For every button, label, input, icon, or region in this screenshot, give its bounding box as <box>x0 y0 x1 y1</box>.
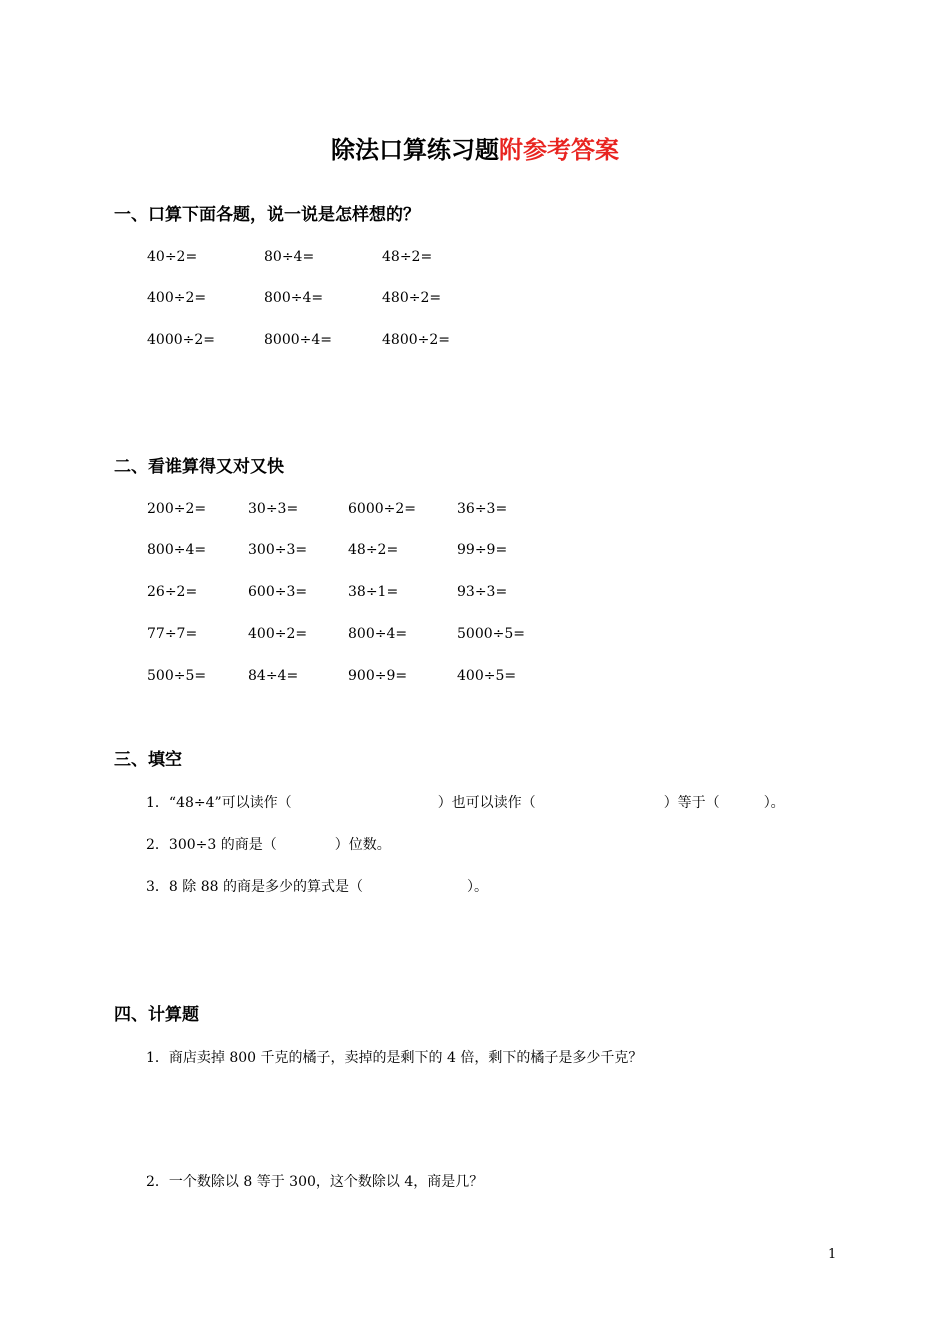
problem: 600÷3= <box>248 584 308 600</box>
problem: 6000÷2= <box>348 501 416 517</box>
word-problem-2: 2．一个数除以 8 等于 300，这个数除以 4，商是几？ <box>146 1174 484 1190</box>
q2-part-a: 2．300÷3 的商是（ <box>146 837 277 853</box>
problem: 99÷9= <box>457 542 508 558</box>
problem: 80÷4= <box>264 249 315 265</box>
problem: 48÷2= <box>382 249 433 265</box>
section1-heading: 一、口算下面各题，说一说是怎样想的？ <box>114 205 420 225</box>
problem: 4000÷2= <box>147 332 215 348</box>
section3-heading: 三、填空 <box>114 750 182 770</box>
problem: 800÷4= <box>147 542 207 558</box>
problem: 500÷5= <box>147 668 207 684</box>
problem: 38÷1= <box>348 584 399 600</box>
page-title <box>0 134 950 166</box>
problem: 900÷9= <box>348 668 408 684</box>
problem: 36÷3= <box>457 501 508 517</box>
problem: 48÷2= <box>348 542 399 558</box>
problem: 8000÷4= <box>264 332 332 348</box>
page-number: 1 <box>828 1247 837 1262</box>
problem: 400÷5= <box>457 668 517 684</box>
problem: 93÷3= <box>457 584 508 600</box>
problem: 40÷2= <box>147 249 198 265</box>
problem: 200÷2= <box>147 501 207 517</box>
problem: 84÷4= <box>248 668 299 684</box>
fill-blank-question-2 <box>146 835 391 855</box>
problem: 800÷4= <box>264 290 324 306</box>
q3-part-b: ）。 <box>466 879 488 895</box>
q3-part-a: 3．8 除 88 的商是多少的算式是（ <box>146 879 363 895</box>
title-highlight: 附参考答案 <box>499 136 619 164</box>
problem: 5000÷5= <box>457 626 525 642</box>
problem: 480÷2= <box>382 290 442 306</box>
title-main: 除法口算练习题 <box>331 136 499 164</box>
fill-blank-question-3 <box>146 877 488 897</box>
section2-heading: 二、看谁算得又对又快 <box>114 457 284 477</box>
problem: 26÷2= <box>147 584 198 600</box>
problem: 800÷4= <box>348 626 408 642</box>
q1-part-c: ）等于（ <box>663 795 720 811</box>
problem: 77÷7= <box>147 626 198 642</box>
problem: 4800÷2= <box>382 332 450 348</box>
section4-heading: 四、计算题 <box>114 1005 199 1025</box>
q1-part-a: 1．“48÷4”可以读作（ <box>146 795 292 811</box>
problem: 400÷2= <box>147 290 207 306</box>
fill-blank-question-1 <box>146 793 785 813</box>
q1-part-b: ）也可以读作（ <box>437 795 536 811</box>
q2-part-b: ）位数。 <box>334 837 391 853</box>
word-problem-1: 1．商店卖掉 800 千克的橘子，卖掉的是剩下的 4 倍，剩下的橘子是多少千克？ <box>146 1050 643 1066</box>
q1-part-d: ）。 <box>763 795 785 811</box>
problem: 30÷3= <box>248 501 299 517</box>
problem: 400÷2= <box>248 626 308 642</box>
problem: 300÷3= <box>248 542 308 558</box>
